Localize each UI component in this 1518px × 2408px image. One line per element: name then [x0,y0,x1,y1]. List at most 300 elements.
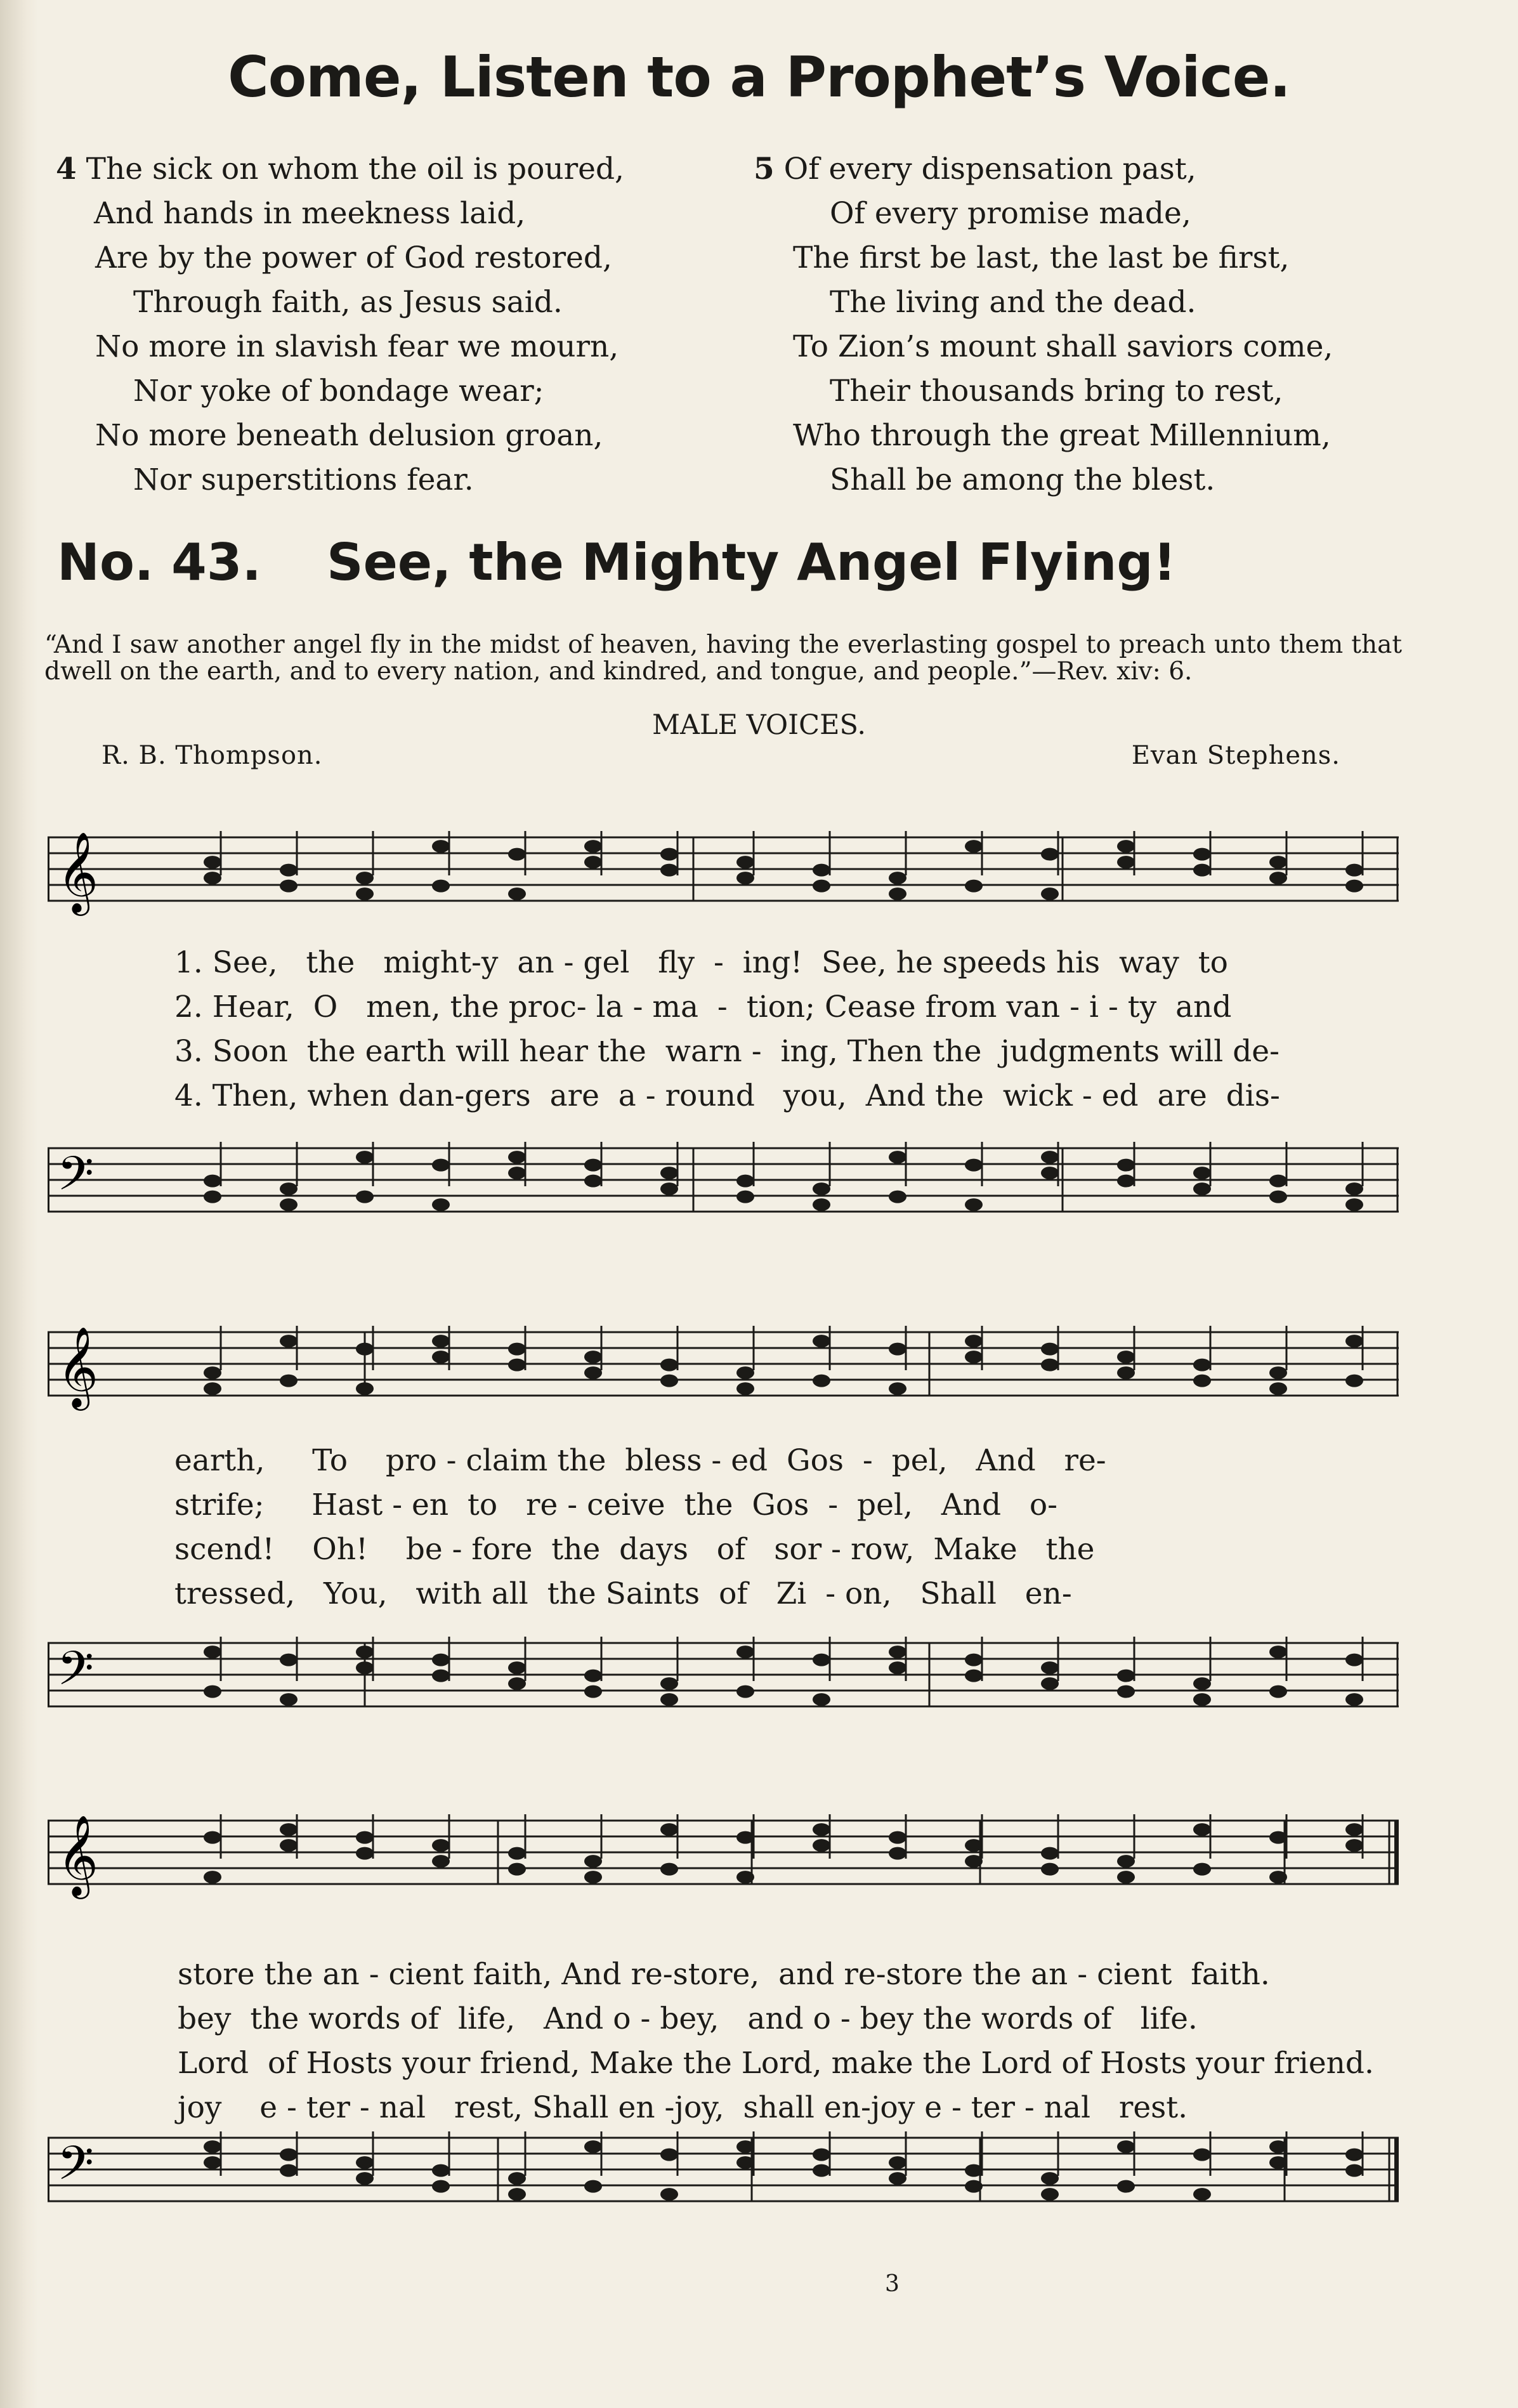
note-head [204,1646,221,1658]
previous-hymn-title: Come, Listen to a Prophet’s Voice. [228,44,1290,110]
note-head [1041,1661,1059,1674]
lyric-syllable: and o - bey the words of [747,2001,1112,2036]
bass-staff-1 [48,1129,1399,1256]
lyric-syllable: See, [821,945,887,980]
verse-line: Nor yoke of bondage wear; [133,374,544,409]
note-head [1193,848,1211,861]
lyric-syllable: o- [1029,1488,1058,1522]
note-head [889,1847,906,1860]
treble-staff-1 [48,799,1399,926]
note-head [508,1863,526,1876]
note-head [736,1366,754,1379]
verse-line: Are by the power of God restored, [95,240,612,275]
note-head [813,1198,830,1211]
lyric-syllable: en- [1024,1576,1072,1611]
note-head [204,1382,221,1395]
note-head [432,1670,450,1682]
lyric-syllable: might-y [383,945,499,980]
verse-line: And hands in meekness laid, [94,196,526,231]
lyric-syllable: rest. [1118,2090,1188,2125]
note-head [584,1871,602,1883]
clef-icon: 𝄞 [57,1326,99,1407]
lyric-syllable: faith. [1191,1957,1270,1992]
lyric-syllable: - on, [825,1576,892,1611]
note-head [280,864,298,877]
clef-icon: 𝄞 [57,831,99,912]
note-head [965,880,983,893]
note-head [965,1654,983,1666]
note-head [508,1359,526,1371]
note-head [660,2149,678,2161]
lyric-syllable: tion; [746,990,816,1024]
lyric-line [178,2001,1383,2046]
note-head [1345,2164,1363,2177]
verse-line: Through faith, as Jesus said. [133,285,563,320]
lyric-syllable: ing, [780,1034,838,1069]
lyric-syllable: - ty [1108,990,1157,1024]
note-head [889,872,906,884]
verse-4 [56,147,624,502]
lyric-syllable: - [862,1443,873,1478]
lyric-syllable: be - fore [405,1532,533,1567]
lyric-syllable: store [178,1957,255,1992]
note-head [813,1654,830,1666]
note-head [736,856,754,868]
note-head [1117,856,1135,868]
note-head [1269,2156,1287,2169]
note-head [660,1863,678,1876]
lyric-syllable: Zi [776,1576,807,1611]
lyric-syllable: Oh! [312,1532,368,1567]
note-head [204,872,221,884]
note-head [204,2156,221,2169]
note-head [432,840,450,853]
lyric-syllable: men, the [366,990,499,1024]
clef-icon: 𝄢 [57,2136,94,2202]
note-head [660,1167,678,1179]
note-head [204,1871,221,1883]
note-head [1269,1685,1287,1698]
note-head [432,1839,450,1852]
lyric-syllable: To [312,1443,348,1478]
note-head [1193,1677,1211,1690]
lyric-syllable: of [719,1576,748,1611]
note-head [584,840,602,853]
lyric-syllable: proc- la - [508,990,643,1024]
note-head [1269,1191,1287,1203]
lyric-syllable: - row, [831,1532,915,1567]
note-head [584,856,602,868]
note-head [965,840,983,853]
lyric-syllable: re- [1064,1443,1106,1478]
note-head [660,1182,678,1195]
note-head [1193,1167,1211,1179]
note-head [813,1335,830,1347]
note-head [813,1182,830,1195]
lyric-syllable: - [717,990,728,1024]
lyric-syllable: he [896,945,933,980]
note-head [1117,1871,1135,1883]
note-head [736,872,754,884]
lyric-syllable: strife; [174,1488,265,1522]
verse-line: Of every dispensation past, [783,152,1196,186]
note-head [1041,2188,1059,2201]
lyric-syllable: are [1157,1078,1207,1113]
lyric-syllable: 4. Then, [174,1078,298,1113]
note-head [965,1670,983,1682]
lyric-syllable: judgments [1000,1034,1160,1069]
lyric-syllable: And [865,1078,926,1113]
lyric-syllable: sor [774,1532,822,1567]
lyricist: R. B. Thompson. [101,741,323,770]
note-head [1269,1366,1287,1379]
verse-line: The sick on whom the oil is poured, [86,152,624,186]
lyrics-system-1 [174,945,1380,1123]
lyric-syllable: And [976,1443,1036,1478]
note-head [432,1198,450,1211]
note-head [280,1198,298,1211]
lyric-line [174,1532,1380,1576]
lyric-syllable: and re-store the an - cient [778,1957,1172,1992]
note-head [1345,1182,1363,1195]
note-head [584,2140,602,2153]
lyric-syllable: Cease [824,990,916,1024]
note-head [1345,864,1363,877]
note-head [204,1175,221,1188]
treble-staff-3 [48,1783,1399,1909]
lyric-syllable: - [713,945,724,980]
lyric-syllable: life, [457,2001,516,2036]
lyric-syllable: - [751,1034,762,1069]
lyric-syllable: joy [178,2090,222,2125]
note-head [660,1359,678,1371]
lyric-syllable: ma [652,990,699,1024]
note-head [1041,848,1059,861]
lyric-syllable: dis- [1226,1078,1280,1113]
note-head [660,864,678,877]
lyrics-system-3 [178,1957,1383,2135]
lyric-syllable: Hast - en [311,1488,449,1522]
note-head [813,2149,830,2161]
lyric-syllable: pel, [857,1488,913,1522]
verse-line: Nor superstitions fear. [133,462,474,497]
note-head [356,887,374,900]
lyric-syllable: make the Lord of Hosts your [831,2046,1264,2081]
note-head [1193,2149,1211,2161]
verse-4-number: 4 [56,152,77,186]
note-head [813,1693,830,1706]
note-head [889,1661,906,1674]
verse-line: No more beneath delusion groan, [95,418,603,453]
note-head [736,1831,754,1844]
note-head [1345,1823,1363,1836]
note-head [1117,1159,1135,1172]
note-head [889,1646,906,1658]
bass-staff-3 [48,2119,1399,2246]
clef-icon: 𝄢 [57,1641,94,1708]
note-head [508,1677,526,1690]
lyric-syllable: of Hosts your friend, [267,2046,580,2081]
lyric-syllable: You, [324,1576,388,1611]
note-head [204,1685,221,1698]
epigraph: “And I saw another angel fly in the midst of heaven, having the everlasting gospel to preach unto them that dwell on the earth, and to every nation, and kindred, and tongue, and people.”—Rev. xiv: 6. [44,631,1402,686]
lyric-syllable: the [306,1034,356,1069]
lyric-line [174,945,1380,990]
lyric-syllable: de- [1233,1034,1279,1069]
lyric-syllable: you, [783,1078,847,1113]
lyric-syllable: shall en-joy e - ter - nal [743,2090,1091,2125]
lyric-syllable: And [941,1488,1002,1522]
verse-line: To Zion’s mount shall saviors come, [793,329,1333,364]
note-head [280,1839,298,1852]
lyric-syllable: pel, [891,1443,948,1478]
lyric-syllable: Shall [920,1576,997,1611]
note-head [280,1335,298,1347]
note-head [1345,1335,1363,1347]
note-head [508,1343,526,1356]
lyric-syllable: And re-store, [561,1957,760,1992]
composer: Evan Stephens. [1131,741,1340,770]
note-head [584,1855,602,1868]
note-head [660,1375,678,1387]
note-head [965,1335,983,1347]
note-head [965,1351,983,1363]
note-head [736,2140,754,2153]
lyric-line [178,2046,1383,2090]
note-head [889,1343,906,1356]
verse-line: The living and the dead. [830,285,1196,320]
note-head [1345,2149,1363,2161]
note-head [1345,1839,1363,1852]
hymn-number: No. 43. [57,533,261,592]
note-head [508,1847,526,1860]
lyric-syllable: the Saints [547,1576,700,1611]
note-head [432,1654,450,1666]
lyric-syllable: Lord [178,2046,249,2081]
note-head [1193,1863,1211,1876]
lyric-syllable: the [557,1443,606,1478]
note-head [508,887,526,900]
note-head [432,2180,450,2193]
voicing: MALE VOICES. [651,709,867,741]
note-head [736,2156,754,2169]
note-head [1117,2180,1135,2193]
note-head [204,1831,221,1844]
lyric-syllable: way [1119,945,1179,980]
note-head [1193,1375,1211,1387]
lyric-syllable: the [932,1034,982,1069]
lyric-syllable: will [1168,1034,1224,1069]
note-head [508,1151,526,1163]
note-head [1041,1151,1059,1163]
note-head [1117,1670,1135,1682]
note-head [584,2180,602,2193]
bass-staff-2 [48,1624,1399,1751]
note-head [889,1151,906,1163]
verse-line: The first be last, the last be first, [793,240,1290,275]
note-head [660,2188,678,2201]
note-head [356,2156,374,2169]
lyric-syllable: - [828,1488,839,1522]
lyric-syllable: Make [933,1532,1017,1567]
lyric-syllable: the [1045,1532,1095,1567]
lyric-syllable: Gos [752,1488,809,1522]
lyric-syllable: Make the Lord, [589,2046,822,2081]
note-head [1345,1198,1363,1211]
note-head [1269,1831,1287,1844]
note-head [965,1855,983,1868]
lyric-syllable: Then [847,1034,924,1069]
lyric-syllable: speeds [942,945,1047,980]
note-head [584,1351,602,1363]
note-head [280,880,298,893]
verse-line: No more in slavish fear we mourn, [95,329,619,364]
lyric-syllable: are [549,1078,599,1113]
lyric-syllable: friend. [1273,2046,1374,2081]
lyric-syllable: Gos [787,1443,844,1478]
note-head [280,1823,298,1836]
note-head [1269,1382,1287,1395]
note-head [1193,864,1211,877]
note-head [813,1823,830,1836]
lyric-syllable: when [307,1078,389,1113]
note-head [889,1191,906,1203]
lyric-syllable: of [716,1532,746,1567]
note-head [736,1191,754,1203]
lyric-syllable: e - ter - nal [259,2090,426,2125]
note-head [432,1159,450,1172]
note-head [965,1839,983,1852]
lyric-syllable: pro - claim [385,1443,548,1478]
lyric-syllable: life. [1140,2001,1198,2036]
lyric-syllable: an - gel [517,945,630,980]
note-head [1117,1685,1135,1698]
note-head [1269,856,1287,868]
note-head [1345,1693,1363,1706]
lyric-syllable: earth, [174,1443,265,1478]
note-head [736,1646,754,1658]
note-head [356,1847,374,1860]
note-head [660,1693,678,1706]
lyric-syllable: bey [178,2001,232,2036]
note-head [1041,1847,1059,1860]
lyric-syllable: and [1175,990,1232,1024]
note-head [889,1382,906,1395]
lyric-syllable: warn [665,1034,742,1069]
note-head [432,880,450,893]
lyric-syllable: to [468,1488,498,1522]
lyric-syllable: days [619,1532,688,1567]
lyric-syllable: the [306,945,355,980]
lyric-syllable: Shall en -joy, [532,2090,724,2125]
note-head [1269,872,1287,884]
note-head [1117,1366,1135,1379]
lyric-line [174,1078,1380,1123]
lyric-syllable: ing! [742,945,803,980]
lyric-syllable: the [684,1488,733,1522]
note-head [432,1335,450,1347]
note-head [280,1375,298,1387]
note-head [204,1191,221,1203]
note-head [813,864,830,877]
note-head [1041,1343,1059,1356]
note-head [584,1159,602,1172]
note-head [584,1685,602,1698]
note-head [813,1375,830,1387]
note-head [1269,1871,1287,1883]
note-head [660,1677,678,1690]
note-head [432,1351,450,1363]
lyric-syllable: with [415,1576,482,1611]
note-head [1117,1175,1135,1188]
verse-5-number: 5 [754,152,775,186]
lyric-line [174,1034,1380,1078]
note-head [1345,1375,1363,1387]
note-head [1193,1359,1211,1371]
note-head [356,1661,374,1674]
note-head [432,1855,450,1868]
note-head [1193,1693,1211,1706]
note-head [280,2149,298,2161]
verse-line: Shall be among the blest. [830,462,1215,497]
note-head [356,2172,374,2185]
lyric-syllable: re - ceive [526,1488,665,1522]
verse-line: Their thousands bring to rest, [830,374,1283,409]
lyric-syllable: tressed, [174,1576,296,1611]
lyrics-system-2 [174,1443,1380,1621]
note-head [813,880,830,893]
note-head [1269,1175,1287,1188]
lyric-line [174,990,1380,1034]
note-head [965,2180,983,2193]
note-head [736,1175,754,1188]
note-head [356,1831,374,1844]
note-head [813,2164,830,2177]
hymn-title: See, the Mighty Angel Flying! [327,533,1177,592]
note-head [1041,1167,1059,1179]
page-marker: 3 [885,2271,900,2297]
lyric-syllable: the [551,1532,601,1567]
note-head [1117,1855,1135,1868]
note-head [280,2164,298,2177]
lyric-line [174,1576,1380,1621]
note-head [508,848,526,861]
lyric-syllable: dan-gers [398,1078,531,1113]
lyric-syllable: And o - bey, [544,2001,719,2036]
verse-line: Of every promise made, [830,196,1191,231]
note-head [813,1839,830,1852]
note-head [1041,2172,1059,2185]
lyric-line [178,1957,1383,2001]
note-head [356,1646,374,1658]
lyric-syllable: 3. Soon [174,1034,288,1069]
note-head [1117,2140,1135,2153]
note-head [660,1823,678,1836]
note-head [280,1182,298,1195]
lyric-line [174,1488,1380,1532]
lyric-syllable: scend! [174,1532,275,1567]
note-head [1193,2188,1211,2201]
note-head [1117,840,1135,853]
treble-staff-2 [48,1294,1399,1421]
note-head [1269,1646,1287,1658]
lyric-syllable: a - round [618,1078,755,1113]
note-head [508,2188,526,2201]
note-head [1193,1182,1211,1195]
lyric-syllable: wick - ed [1002,1078,1139,1113]
lyric-syllable: the an - cient faith, [264,1957,553,1992]
note-head [584,1670,602,1682]
